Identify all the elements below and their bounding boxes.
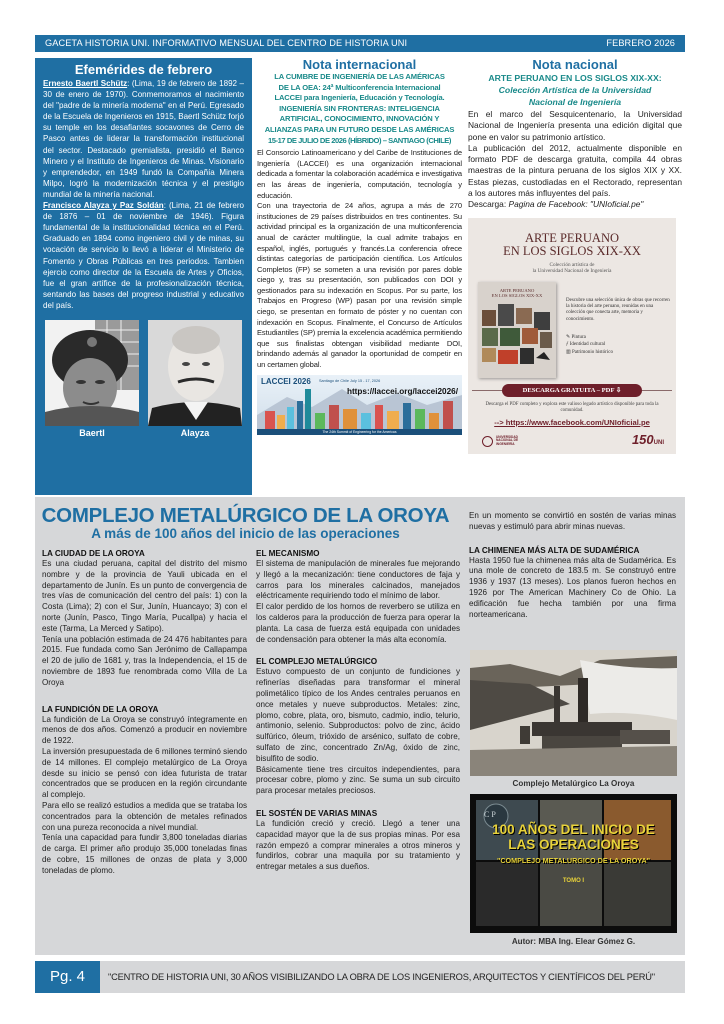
smelter-photo bbox=[470, 650, 677, 776]
subtitle-line: DE LA OEA: 24ª Multiconferencia Internacional bbox=[278, 82, 441, 92]
laccei-url-link[interactable]: https://laccei.org/laccei2026/ bbox=[346, 386, 458, 396]
facebook-link[interactable]: Pagina de Facebook: "UNIoficial.pe" bbox=[508, 199, 644, 210]
baertl-photo bbox=[45, 320, 139, 426]
sosten-paragraph-2: En un momento se convirtió en sostén de varias minas nuevas y estimuló para abrir minas nuevas. bbox=[469, 511, 676, 531]
laccei-paragraph-2: Con una trayectoria de 24 años, agrupa a más de 270 instituciones de 29 países distribuidos en tres continentes. Su actividad principal es la organización de una multiconferencia anual de carácter multilingüe, la cual admite trabajos en español, inglés, portugués y francés.La conferencia ofrece distintas categorías de participación científica. Los Artículos Completos (FP) se someten a una revisión por pares doble ciego y, tras su presentación, son publicados con DOI y gestionados para su indexación en Scopus. Por su parte, los Trabajos en Progreso (WP) pasan por una revisión simple ciego, se presentan en formato de póster y no cuentan con indexación en Scopus. Finalmente, el Concurso de Artículos Estudiantiles (SP) premia la excelencia académica permitiendo que sus finalistas obtengan visibilidad mediante DOI, brindando además al ganador la oportunidad de competir en un certamen global. bbox=[257, 201, 462, 370]
nota-nacional-paragraph-1: En el marco del Sesquicentenario, la Universidad Nacional de Ingeniería presenta una edición digital que pone en valor su patrimonio artístico. bbox=[468, 109, 682, 142]
baertl-name: Ernesto Baertl Schütz bbox=[43, 79, 128, 88]
download-pdf-label: DESCARGA GRATUITA – PDF bbox=[522, 386, 615, 394]
laccei-brand: LACCEI 2026 bbox=[261, 376, 311, 386]
alayza-photo bbox=[148, 320, 242, 426]
book-title-line: 100 AÑOS DEL INICIO DE bbox=[492, 822, 655, 837]
subtitle-line: LACCEI para Ingeniería, Educación y Tecnología. bbox=[274, 93, 445, 103]
laccei-banner[interactable] bbox=[257, 375, 462, 435]
poster-subtitle-line: Colección artística de bbox=[549, 261, 595, 268]
arte-peruano-poster bbox=[468, 218, 676, 454]
subtitle-line: ALIANZAS PARA UN FUTURO DESDE LAS AMÉRICAS bbox=[264, 124, 455, 134]
fundicion-paragraph-1: La fundición de La Oroya se construyó íntegramente en menos de dos años. Comenzó a producir en noviembre de 1922. bbox=[42, 714, 247, 746]
complejo-paragraph-2: Básicamente tiene tres circuitos independientes, para procesar cobre, plomo y zinc. Se suma un sub circuito para procesar metales preciosos. bbox=[256, 764, 460, 796]
subtitle-line: LA CUMBRE DE INGENIERÍA DE LAS AMÉRICAS bbox=[274, 72, 445, 81]
feature-heritage bbox=[566, 349, 670, 357]
building-icon: ▥ bbox=[566, 349, 572, 355]
uni-seal-icon bbox=[482, 436, 493, 447]
mecanismo-heading: EL MECANISMO bbox=[256, 549, 320, 558]
centenary-book-cover bbox=[470, 794, 677, 933]
feature-painting bbox=[566, 334, 670, 342]
gazette-title: GACETA HISTORIA UNI. INFORMATIVO MENSUAL DEL CENTRO DE HISTORIA UNI bbox=[45, 38, 408, 48]
nota-internacional-title: Nota internacional bbox=[302, 57, 417, 72]
nota-nacional-subtitle-italic bbox=[468, 84, 682, 96]
efemerides-title: Efemérides de febrero bbox=[74, 62, 213, 77]
oroya-subtitle: A más de 100 años del inicio de las operaciones bbox=[91, 526, 400, 541]
uni-logo-text: UNIVERSIDAD NACIONAL DE INGENIERÍA bbox=[496, 434, 519, 446]
footer-motto: "CENTRO DE HISTORIA UNI, 30 AÑOS VISIBILIZANDO LA OBRA DE LOS INGENIEROS, ARQUITECTOS Y CIENTÍFICOS DEL PERÚ" bbox=[100, 961, 685, 993]
book-volume: TOMO I bbox=[562, 878, 585, 884]
ciudad-heading: LA CIUDAD DE LA OROYA bbox=[42, 549, 145, 558]
header-bar bbox=[35, 35, 685, 52]
nota-internacional-subtitle bbox=[257, 72, 462, 146]
efemerides-baertl bbox=[43, 78, 244, 200]
fundicion-heading: LA FUNDICIÓN DE LA OROYA bbox=[42, 704, 159, 714]
oroya-column-3 bbox=[469, 511, 676, 620]
laccei-tagline: The 24th Summit of Engineering for the Americas bbox=[322, 429, 397, 434]
poster-note: Descarga el PDF completo y explora este valioso legado artístico disponible para toda la comunidad. bbox=[485, 401, 659, 413]
page-number: Pg. 4 bbox=[35, 961, 100, 993]
nota-nacional-title: Nota nacional bbox=[532, 57, 618, 72]
book-author: Autor: MBA Ing. Elear Gómez G. bbox=[511, 937, 636, 946]
book-cover-title bbox=[478, 282, 556, 298]
alayza-figure bbox=[148, 320, 242, 438]
feature-identity bbox=[566, 341, 670, 349]
book-subtitle: "COMPLEJO METALURGICO DE LA OROYA" bbox=[496, 856, 651, 865]
mecanismo-paragraph-2: El calor perdido de los hornos de reverbero se utiliza en los calderos para la producción de fuerza para operar la planta. La casa de fuerza está equipada con unidades de condensación para obtener la más alta economía. bbox=[256, 602, 460, 644]
nota-nacional bbox=[468, 58, 682, 454]
baertl-figure bbox=[45, 320, 139, 438]
mecanismo-paragraph-1: El sistema de manipulación de minerales fue mejorando y llegó a la mecanización: tiene conductores de faja y carros para los minerales calcinados, manejados eléctricamente requiriendo todo el mínimo de labor. bbox=[256, 559, 460, 601]
poster-title bbox=[468, 232, 676, 258]
ciudad-paragraph-1: Es una ciudad peruana, capital del distrito del mismo nombre y de la provincia de Yauli ubicada en el departamento de Junín. Es un punto de convergencia de tres vías de comunicación del centro del país: 1) con la Costa (Lima); 2) con el Sur, Junín, Huancayo; 3) con el norte (Junín, Pasco, Tingo María, Pucallpa) y hacia el este (Tarma, La Merced y Satipo). bbox=[42, 559, 247, 633]
subtitle-italic-1: Colección Artística de la Universidad bbox=[498, 85, 652, 95]
oroya-column-2 bbox=[256, 548, 460, 873]
fundicion-paragraph-2: La inversión presupuestada de 6 millones terminó siendo de 14 millones. El complejo metalúrgico de La Oroya desde su inicio se pensó con idea futurista de tratar concentrados que se producen en la región circundante al complejo. bbox=[42, 746, 247, 800]
poster-title-line: EN LOS SIGLOS XIX-XX bbox=[503, 243, 641, 258]
feather-icon: ƒ bbox=[566, 342, 570, 348]
poster-subtitle-line: la Universidad Nacional de Ingeniería bbox=[532, 268, 612, 275]
nota-nacional-subtitle: ARTE PERUANO EN LOS SIGLOS XIX-XX: bbox=[488, 73, 662, 83]
anniversary-logo bbox=[632, 432, 664, 447]
poster-features bbox=[566, 334, 670, 357]
laccei-paragraph-1: El Consorcio Latinoamericano y del Caribe de Instituciones de Ingeniería (LACCEI) es una organización internacional dedicada a fomentar la colaboración académica e investigativa en las áreas de ingeniería, computación, tecnología y educación. bbox=[257, 148, 462, 200]
feature-label: Patrimonio histórico bbox=[571, 349, 613, 355]
efemerides-box bbox=[35, 58, 252, 495]
complejo-heading: EL COMPLEJO METALÚRGICO bbox=[256, 657, 378, 667]
brush-icon: ✎ bbox=[566, 334, 572, 340]
sosten-heading: EL SOSTÉN DE VARIAS MINAS bbox=[256, 808, 378, 818]
subtitle-line: ARTIFICIAL, CONOCIMIENTO, INNOVACIÓN Y bbox=[279, 114, 440, 124]
download-pdf-button[interactable] bbox=[502, 384, 642, 397]
baertl-text: : (Lima, 19 de febrero de 1892 – 30 de enero de 1970). Conmemoramos el nacimiento del "padre de la minería moderna" en el Perú. Egresado de la Escuela de Ingenieros en 1915, Baertl Schütz forjó su temple en los desafiantes socavones de Cerro de Pasco antes de liderar la transformación institucional del sector. Destacado gremialista, presidió el Banco Minero y el Instituto de Ingenieros de Minas. Visionario y emprendedor, en 1949 fundó la Compañía Minera Milpo, logró la modernización técnica y el prestigio mundial de la minería nacional. bbox=[43, 79, 244, 199]
alayza-caption: Alayza bbox=[180, 427, 210, 438]
sosten-paragraph-1: La fundición creció y creció. Llegó a tener una capacidad mayor que la de sus propias minas. Por esa razón empezó a comprar minerales a otros mineros y fundirlos, cobrar una maquila por su tratamiento y entregar metales a sus dueños. bbox=[256, 818, 460, 872]
paintings-collage bbox=[478, 300, 556, 378]
poster-title-line: ARTE PERUANO bbox=[524, 230, 620, 245]
subtitle-line: INGENIERÍA SIN FRONTERAS: INTELIGENCIA bbox=[279, 103, 440, 113]
laccei-dates: Santiago de Chile July 15 - 17, 2026 bbox=[319, 378, 381, 383]
poster-facebook-link[interactable]: --> https://www.facebook.com/UNIoficial.pe bbox=[494, 417, 650, 427]
complejo-paragraph-1: Estuvo compuesto de un conjunto de fundiciones y refinerías diseñadas para transformar el mineral polimetálico típico de los Andes centrales peruanos en once metales y nueve subproductos. Metales: zinc, plomo, cobre, plata, oro, bismuto, cadmio, indio, telurio, antimonio, selenio. Subproductos: polvo de zinc, ácido sulfúrico, óleum, trióxido de arsénico, sulfato de cobre, sulfato de zinc, concentrado Zn/Ag, óxido de zinc, bisulfito de sodio. bbox=[256, 667, 460, 763]
book-cover bbox=[478, 282, 556, 378]
book-monogram: C P bbox=[484, 810, 496, 819]
chimenea-heading: LA CHIMENEA MÁS ALTA DE SUDAMÉRICA bbox=[469, 545, 640, 555]
anniversary-number: 150 bbox=[631, 431, 654, 447]
portrait-photos bbox=[43, 320, 244, 438]
book-title-line: ARTE PERUANO bbox=[499, 287, 535, 293]
alayza-text: : (Lima, 21 de febrero de 1876 – 01 de noviembre de 1946). Figura fundamental de la institucionalidad técnica en el Perú. Graduado en 1894 como ingeniero civil y de minas, su vocación de servicio lo llevó a liderar el Ministerio de Fomento y Obras Públicas en tres periodos. Tambien ejercio como director de la Escuela de Artes y Oficios, fue el gran artífice de la profesionalización técnica, sentando las bases del progreso industrial y educativo del país. bbox=[43, 201, 244, 310]
poster-subtitle bbox=[468, 262, 676, 275]
download-icon: ⇩ bbox=[614, 386, 622, 394]
alayza-name: Francisco Alayza y Paz Soldán bbox=[43, 201, 164, 211]
anniversary-brand: UNI bbox=[653, 439, 664, 446]
fundicion-paragraph-4: Tenía una capacidad para fundir 3,800 toneladas diarias de carga. El primer año produjo 35,000 toneladas finas de cobre, 15 millones de onzas de plata y 3,000 toneladas de plomo. bbox=[42, 833, 247, 875]
feature-label: Identidad cultural bbox=[569, 342, 606, 348]
poster-description: Descubre una selección única de obras que recorren la historia del arte peruano, reunidas en una colección que conecta arte, memoria y conocimiento. bbox=[566, 297, 670, 322]
ciudad-paragraph-2: Tenía una población estimada de 24 476 habitantes para 2015. Fue fundada como San Jerónimo de Callapampa el 20 de julio de 1681 y, tras la Independencia, el 15 de noviembre de 1893 fue renombrada como Villa de La Oroya bbox=[42, 634, 247, 687]
download-label: Descarga: bbox=[468, 199, 509, 210]
book-title-line: LAS OPERACIONES bbox=[508, 837, 639, 852]
book-title-line: EN LOS SIGLOS XIX-XX bbox=[491, 292, 543, 298]
nota-nacional-download bbox=[468, 199, 682, 210]
baertl-caption: Baertl bbox=[79, 427, 105, 438]
chimenea-paragraph-1: Hasta 1950 fue la chimenea más alta de Sudamérica. Es una mole de concreto de 183.5 m. Se construyó entre 1936 y 1937 (13 meses). Los planos fueron hechos en 1926 por The American Machinery Co de Ohio. La edificación fue hecha también por una firma norteamericana. bbox=[469, 555, 676, 619]
subtitle-italic-2: Nacional de Ingeniería bbox=[528, 97, 622, 107]
nota-nacional-paragraph-2: La publicación del 2012, actualmente disponible en formato PDF de descarga gratuita, compila 44 obras maestras de la pintura peruana de los siglos XIX y XX. Estas piezas, custodiadas en el Rectorado, representan a los autores más influyentes del país. bbox=[468, 142, 682, 199]
smelter-photo-caption: Complejo Metalúrgico La Oroya bbox=[512, 779, 635, 788]
fundicion-paragraph-3: Para ello se realizó estudios a medida que se trataba los concentrados para la obtención de metales refinados con una pureza reconocida a nivel mundial. bbox=[42, 800, 247, 832]
oroya-title: COMPLEJO METALÚRGICO DE LA OROYA bbox=[41, 504, 450, 527]
subtitle-line: 15-17 DE JULIO DE 2026 (HÍBRIDO) – SANTIAGO (CHILE) bbox=[268, 135, 451, 145]
oroya-column-1 bbox=[42, 548, 247, 877]
nota-internacional bbox=[257, 58, 462, 435]
efemerides-alayza bbox=[43, 200, 244, 311]
uni-logo bbox=[482, 436, 530, 447]
feature-label: Pintura bbox=[571, 334, 586, 340]
nota-nacional-subtitle-italic bbox=[468, 96, 682, 108]
book-title bbox=[470, 822, 677, 852]
issue-date: FEBRERO 2026 bbox=[606, 38, 675, 48]
